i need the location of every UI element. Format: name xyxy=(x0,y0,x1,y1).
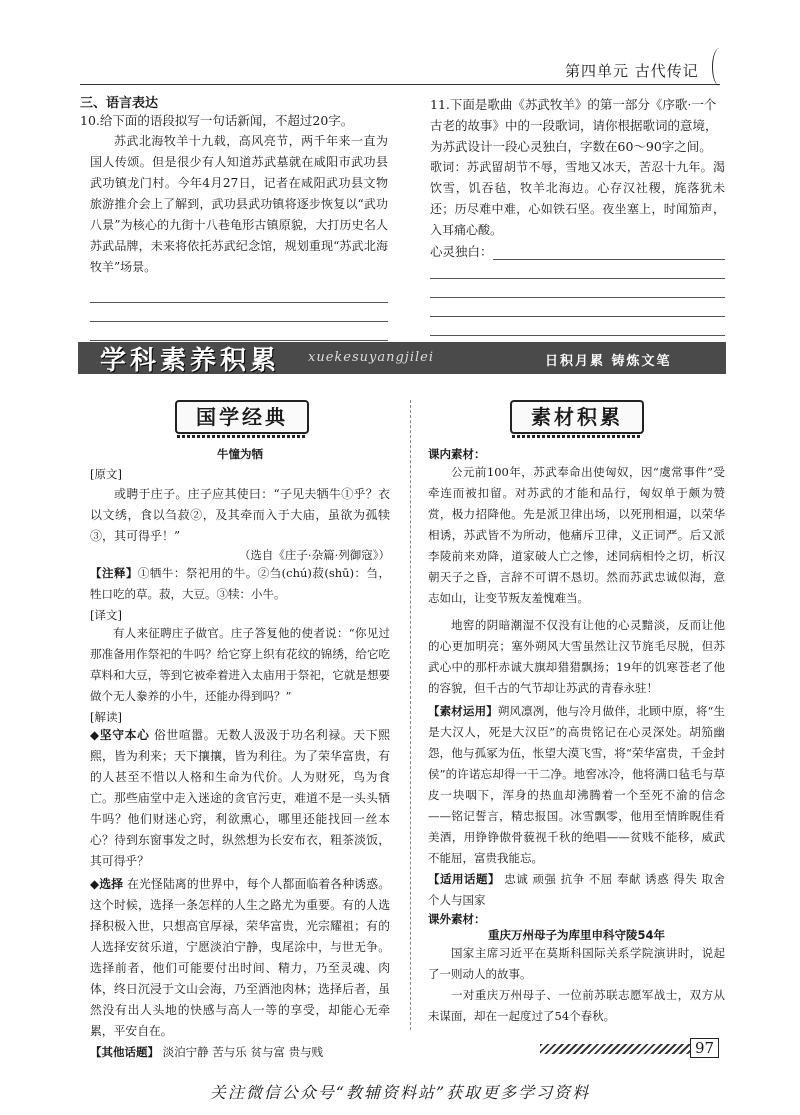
question-10 xyxy=(80,110,388,341)
page-number: 97 xyxy=(690,1038,719,1058)
answer-line[interactable] xyxy=(430,260,725,279)
q10-answer-area[interactable] xyxy=(90,284,388,341)
q11-answer-row xyxy=(430,241,725,260)
q10-text: 苏武北海牧羊十九载，高风亮节，两千年来一直为国人传颂。但是很少有人知道苏武墓就在咸阳市武功县武功镇龙门村。今年4月27日，记者在咸阳武功县文物旅游推介会上了解到，武功县武功镇将逐步恢复以“武功八景”为核心的九街十八巷龟形古镇原貌，大打历史名人苏武品牌，未来将依托苏武纪念馆，规划重现“苏武北海牧羊”场景。 xyxy=(90,134,388,274)
classics-title: 国学经典 xyxy=(175,400,309,434)
news-title: 重庆万州母子为库里申科守陵54年 xyxy=(487,928,665,942)
in-class-tag: 课内素材： xyxy=(428,447,486,461)
translation-tag: [译文] xyxy=(90,608,122,622)
page-hatch xyxy=(540,1044,690,1054)
q10-prompt: 10.给下面的语段拟写一句话新闻，不超过20字。 xyxy=(80,113,354,128)
notes-tag: 【注释】 xyxy=(90,566,138,580)
original-text: 或聘于庄子。庄子应其使曰：“子见夫牺牛①乎？衣以文绣，食以刍菽②，及其牵而入于大庙，虽欲为孤犊③，其可得乎！” xyxy=(90,487,390,543)
answer-line[interactable] xyxy=(430,279,725,298)
banner-title: 学科素养积累 xyxy=(100,346,281,376)
banner-slogan: 日积月累 铸炼文笔 xyxy=(545,354,672,369)
in-class-text: 公元前100年，苏武奉命出使匈奴，因“虞常事件”受牵连而被扣留。对苏武的才能和品行，匈奴单于颇为赞赏，极力招降他。先是派卫律出场，以死刑相逼，以荣华相诱，苏武皆不为所动，他痛斥卫律，义正词严。后又派李陵前来劝降，道家破人亡之惨，述同病相怜之切，析汉朝天子之昏，言辞不可谓不恳切。然而苏武忠诚似海，意志如山，让变节叛友羞愧难当。 xyxy=(428,465,725,605)
column-divider xyxy=(410,400,411,1030)
other-topics: 淡泊宁静 苦与乐 贫与富 贵与贱 xyxy=(162,1045,324,1059)
story-title: 牛憧为牺 xyxy=(217,447,263,461)
section-heading: 三、语言表达 xyxy=(80,96,159,111)
source-citation: （选自《庄子·杂篇·列御寇》） xyxy=(238,548,390,562)
other-topics-tag: 【其他话题】 xyxy=(90,1045,159,1059)
header-rule xyxy=(80,84,720,85)
in-class-text-2: 地窖的阴暗潮湿不仅没有让他的心灵黯淡，反而让他的心更加明亮；塞外朔风大雪虽然让汉节旄毛尽脱，但苏武心中的那杆赤诚大旗却猎猎飘扬；19年的饥寒苍老了他的容貌，但千古的气节却让苏武的青春永驻！ xyxy=(428,618,725,695)
analysis-tag: [解读] xyxy=(90,710,122,724)
answer-line[interactable] xyxy=(430,317,725,336)
answer-line[interactable] xyxy=(90,303,388,322)
original-tag: [原文] xyxy=(90,467,122,481)
unit-title: 第四单元 古代传记 xyxy=(565,62,699,80)
point1-tag: ◆坚守本心 xyxy=(90,728,150,742)
notes-text: ①牺牛：祭祀用的牛。②刍(chú)菽(shū)：刍，牲口吃的草。菽，大豆。③犊：小牛。 xyxy=(90,566,390,601)
q11-lyrics: 歌词：苏武留胡节不辱，雪地又冰天，苦忍十九年。渴饮雪，饥吞毡，牧羊北海边。心存汉社稷，旄落犹未还；历尽难中难，心如铁石坚。夜坐塞上，时闻笳声，入耳痛心酸。 xyxy=(430,160,725,237)
curl-ornament xyxy=(712,48,727,86)
banner-pinyin: xuekesuyangjilei xyxy=(308,350,434,365)
material-title: 素材积累 xyxy=(510,400,644,434)
point1-text: 俗世喧嚣。无数人汲汲于功名利禄。天下熙熙，皆为利来；天下攘攘，皆为利往。为了荣华富贵，有的人甚至不惜以人格和生命为代价。人为财死，鸟为食亡。那些庙堂中走入迷途的贪官污吏，难道不是一头头牺牛吗？他们财迷心窍，利欲熏心，哪里还能找回一丝本心？待到东窗事发之时，纵然想为长安布衣，粗茶淡饭，其可得乎？ xyxy=(90,728,390,868)
material-column xyxy=(428,446,725,1027)
topics-tag: 【适用话题】 xyxy=(428,872,501,886)
answer-line[interactable] xyxy=(90,322,388,341)
translation-text: 有人来征聘庄子做官。庄子答复他的使者说：“你见过那准备用作祭祀的牛吗？给它穿上织有花纹的锦绣，给它吃草料和大豆，等到它被牵着进入太庙用于祭祀，它就是想要做个无人豢养的小牛，还能办得到吗？” xyxy=(90,626,390,703)
answer-line[interactable] xyxy=(493,241,725,260)
news-text-1: 国家主席习近平在莫斯科国际关系学院演讲时，说起了一则动人的故事。 xyxy=(428,946,725,981)
news-text-2: 一对重庆万州母子、一位前苏联志愿军战士，双方从未谋面，却在一起度过了54个春秋。 xyxy=(428,988,725,1023)
usage-text: 朔风凛冽，他与冷月做伴，北顾中原，将“生是大汉人，死是大汉臣”的高贵铭记在心灵深处。胡笳幽怨，他与孤冢为伍，怅望大漠飞雪，将“荣华富贵，千金封侯”的许诺忘却得一干二净。地窖冰冷，他将满口毡毛与草皮一块咽下，浑身的热血却沸腾着一个至死不渝的信念——铭记誓言，精忠报国。冰雪飘零，他用至情眸睨佳肴美酒，用铮铮傲骨藐视千秋的绝唱——贫贱不能移，威武不能屈，富贵我能忘。 xyxy=(428,704,725,865)
answer-line[interactable] xyxy=(430,298,725,317)
answer-label: 心灵独白： xyxy=(430,244,493,259)
question-11 xyxy=(430,94,725,374)
usage-tag: 【素材运用】 xyxy=(428,704,498,718)
classics-column xyxy=(90,446,390,1060)
footer-note: 关注微信公众号“教辅资料站”获取更多学习资料 xyxy=(209,1083,591,1102)
point2-tag: ◆选择 xyxy=(90,877,124,891)
answer-line[interactable] xyxy=(90,284,388,303)
q11-prompt: 11.下面是歌曲《苏武牧羊》的第一部分《序歌·一个古老的故事》中的一段歌词，请你根据歌词的意境，为苏武设计一段心灵独白，字数在60～90字之间。 xyxy=(430,97,718,154)
point2-text: 在光怪陆离的世界中，每个人都面临着各种诱惑。这个时候，选择一条怎样的人生之路尤为重要。有的人选择积极入世，只想高官厚禄，荣华富贵，光宗耀祖；有的人选择安贫乐道，宁愿淡泊宁静，曳尾涂中，与世无争。选择前者，他们可能要付出时间、精力，乃至灵魂、肉体，终日沉浸于文山会海，乃至酒池肉林；选择后者，虽然没有出人头地的快感与高人一等的享受，却能心无牵累，平安自在。 xyxy=(90,877,390,1038)
topics-text: 忠诚 顽强 抗争 不屈 奉献 诱惑 得失 取舍 个人与国家 xyxy=(428,872,726,907)
out-class-tag: 课外素材： xyxy=(428,912,486,926)
